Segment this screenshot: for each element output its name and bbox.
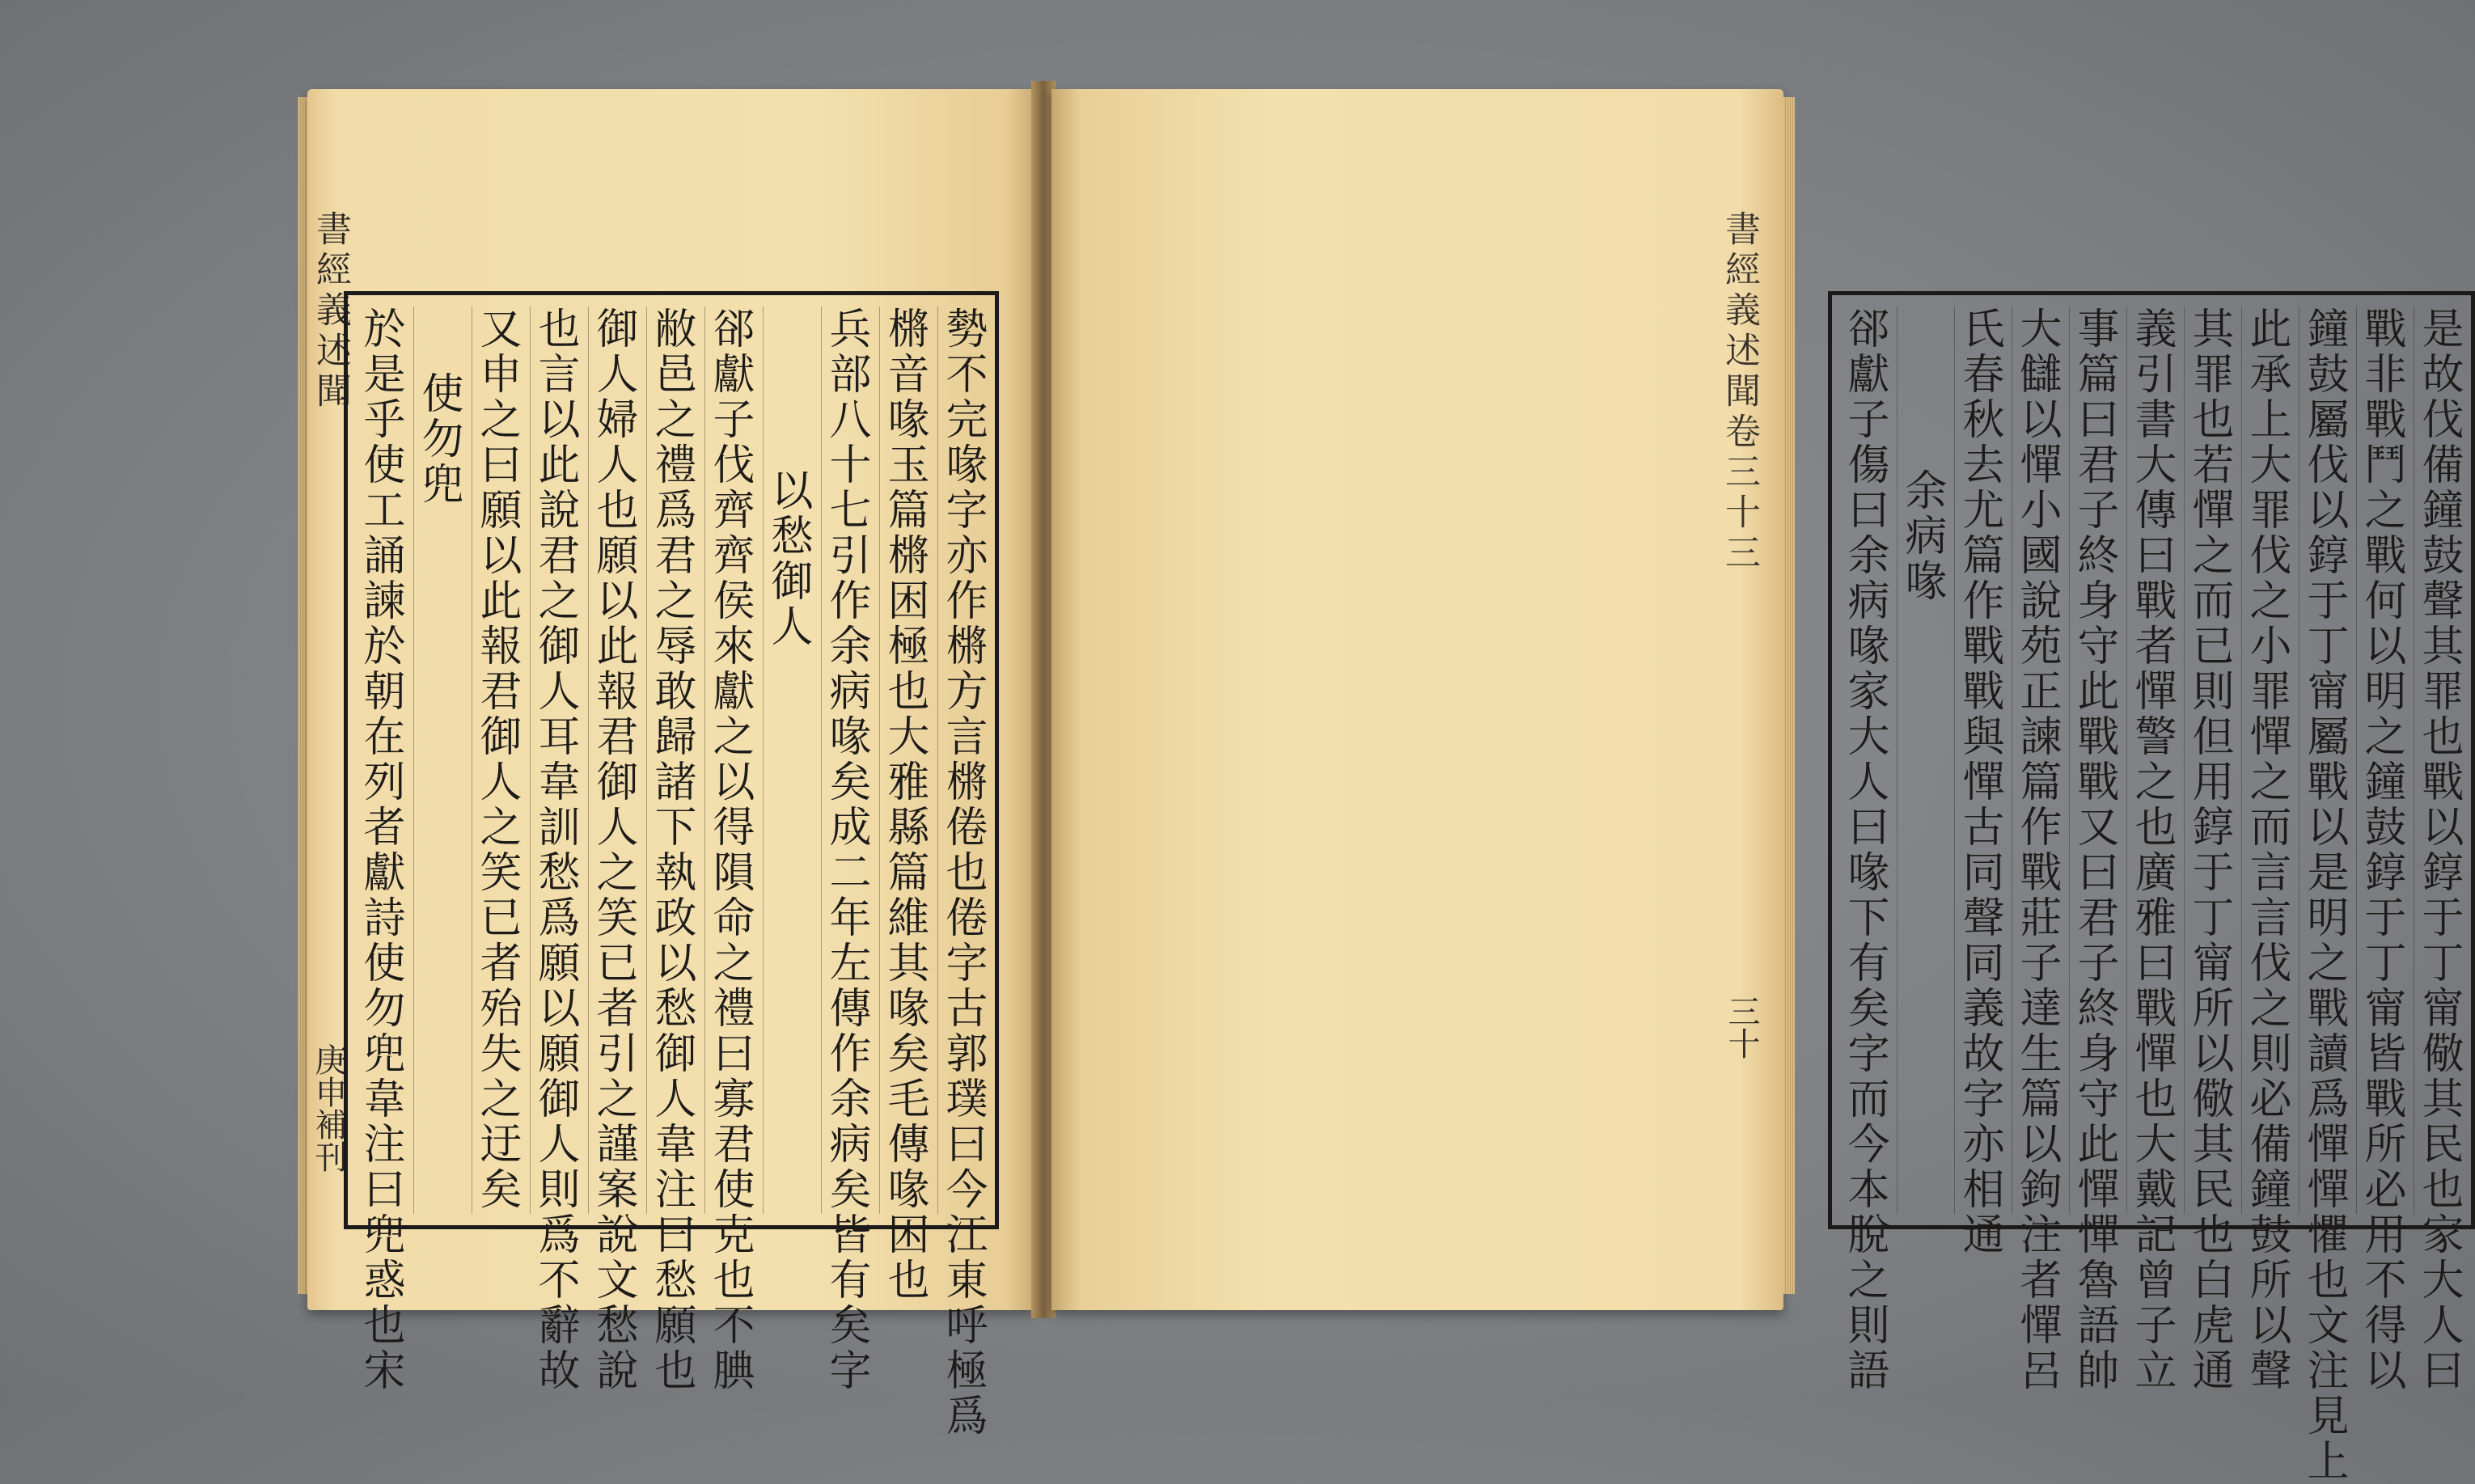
left-spine-title: 書經義述聞 <box>310 210 351 412</box>
open-book <box>307 81 2463 1484</box>
right-text-frame <box>1828 291 2475 1484</box>
right-column-2: 戰非戰鬥之戰何以明之鐘鼓錞于丁甯皆戰所必用不得以 <box>2357 307 2405 1393</box>
page-edges-right <box>1783 97 1795 1294</box>
left-column-7: 御人婦人也願以此報君御人之笑已者引之謹案說文愁說 <box>589 307 637 1393</box>
right-column-3: 鐘鼓屬伐以錞于丁甯屬戰以是明之戰讀爲憚憚懼也文注見上 <box>2299 307 2348 1484</box>
right-spine-title: 書經義述聞卷三十三 <box>1719 210 1760 574</box>
left-spine-footer: 庚申補刊 <box>310 1043 347 1173</box>
right-spine-footer: 三十 <box>1723 995 1760 1059</box>
left-heading-1: 以愁御人 <box>763 307 812 1214</box>
left-column-5: 郤獻子伐齊齊侯來獻之以得隕命之禮曰寡君使克也不腆 <box>705 307 754 1393</box>
left-column-9: 又申之曰願以此報君御人之笑已者殆失之迂矣 <box>472 307 521 1212</box>
left-text-frame <box>344 291 999 1439</box>
right-column-7: 事篇曰君子終身守此戰戰又曰君子終身守此憚憚魯語帥 <box>2070 307 2118 1393</box>
right-column-6: 義引書大傳曰戰者憚警之也廣雅曰戰憚也大戴記曾子立 <box>2127 307 2176 1393</box>
right-heading: 余病喙 <box>1897 307 1946 1214</box>
left-column-6: 敝邑之禮爲君之辱敢歸諸下執政以愁御人韋注曰愁願也 <box>647 307 696 1393</box>
left-column-1: 勢不完喙字亦作㯍方言㯍倦也倦字古郭璞曰今江東呼極爲 <box>938 307 987 1439</box>
right-column-9: 氏春秋去尤篇作戰戰與憚古同聲同義故字亦相通 <box>1955 307 2003 1258</box>
left-page <box>307 89 1035 1439</box>
right-column-11: 郤獻子傷曰余病喙家大人曰喙下有矣字而今本脫之則語 <box>1840 307 1889 1393</box>
left-column-2: 㯍音喙玉篇㯍困極也大雅縣篇維其喙矣毛傳喙困也 <box>880 307 929 1303</box>
right-column-1: 是故伐備鐘鼓聲其罪也戰以錞于丁甯儆其民也家大人曰 <box>2414 307 2463 1393</box>
right-column-5: 其罪也若憚之而已則但用錞于丁甯所以儆其民也白虎通 <box>2185 307 2233 1393</box>
left-heading-2: 使勿兜 <box>413 307 463 1214</box>
left-column-3: 兵部八十七引作余病喙矣成二年左傳作余病矣皆有矣字 <box>822 307 870 1393</box>
right-column-8: 大讎以憚小國說苑正諫篇作戰莊子達生篇以鉤注者憚呂 <box>2012 307 2061 1393</box>
left-column-8: 也言以此說君之御人耳韋訓愁爲願以願御人則爲不辭故 <box>531 307 579 1393</box>
right-page <box>1051 89 2463 1484</box>
right-column-4: 此承上大罪伐之小罪憚之而言言伐之則必備鐘鼓所以聲 <box>2242 307 2291 1393</box>
left-column-11: 於是乎使工誦諫於朝在列者獻詩使勿兜韋注曰兜惑也宋 <box>356 307 404 1393</box>
